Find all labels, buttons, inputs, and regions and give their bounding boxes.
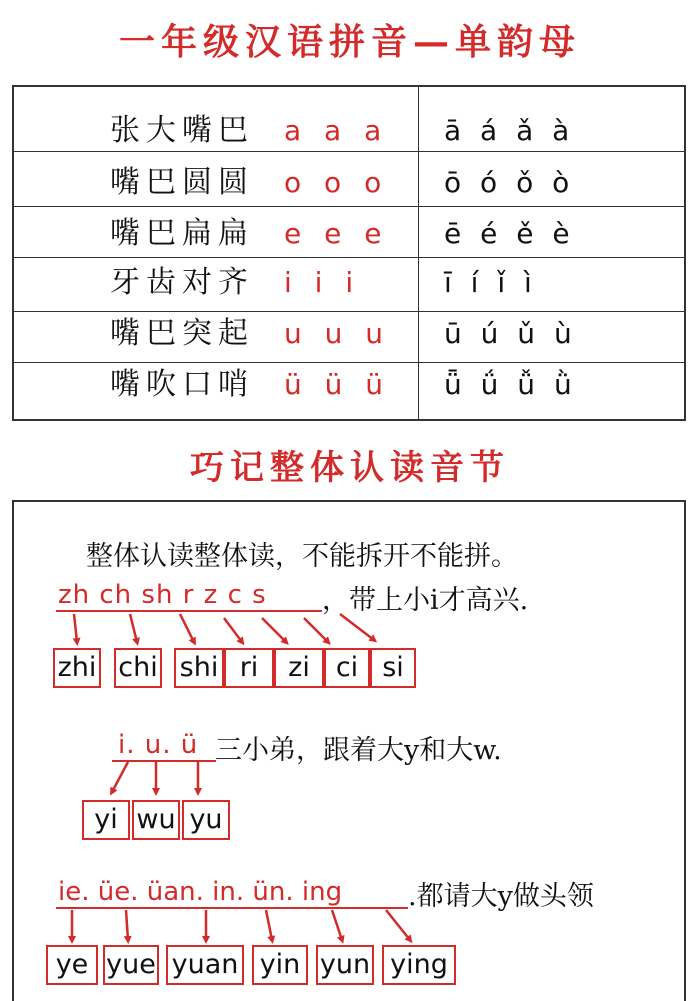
vowel-letters: i i i — [284, 266, 356, 299]
arrow — [266, 910, 272, 940]
syllable-box: yuan — [166, 945, 244, 985]
syllable-box: ying — [382, 945, 456, 985]
arrow — [224, 618, 242, 642]
rhyme-line: ，带上小i才高兴. — [322, 585, 529, 616]
rhyme-line: .都请大y做头领 — [408, 881, 594, 912]
vowel-letters: ü ü ü — [284, 368, 386, 401]
mouth-shape-phrase: 嘴巴扁扁 — [110, 216, 254, 251]
syllable-box: zi — [274, 648, 324, 688]
arrow — [180, 614, 194, 642]
mouth-shape-phrase: 嘴巴圆圆 — [110, 165, 254, 200]
vowel-tones: ū ú ǔ ù — [444, 317, 572, 350]
vowel-tones: ō ó ǒ ò — [444, 166, 570, 199]
syllable-box: shi — [174, 648, 224, 688]
vowel-tones: ē é ě è — [444, 217, 570, 250]
arrow — [262, 618, 286, 642]
syllable-box: yin — [252, 945, 308, 985]
vowel-letters: o o o — [284, 166, 384, 199]
syllable-box: yun — [316, 945, 374, 985]
syllable-box: ci — [324, 648, 370, 688]
vowel-tones: ǖ ǘ ǚ ǜ — [444, 368, 572, 401]
finals-list: ie. üe. üan. in. ün. ing — [58, 877, 343, 907]
vowels-list: i. u. ü — [118, 730, 199, 760]
syllable-box: si — [370, 648, 416, 688]
mouth-shape-phrase: 牙齿对齐 — [110, 265, 254, 300]
syllable-box: chi — [114, 648, 162, 688]
arrow — [112, 762, 128, 792]
syllable-box: yi — [82, 800, 130, 840]
page-title: 一年级汉语拼音—单韵母 — [118, 21, 581, 63]
syllable-box: yu — [182, 800, 230, 840]
arrow — [304, 618, 328, 642]
syllable-box: ye — [46, 945, 98, 985]
vowel-letters: e e e — [284, 217, 384, 250]
arrow — [386, 910, 410, 940]
vowel-letters: a a a — [284, 114, 384, 147]
mouth-shape-phrase: 张大嘴巴 — [110, 113, 254, 148]
syllable-box: yue — [103, 945, 159, 985]
syllable-box: wu — [132, 800, 180, 840]
mouth-shape-phrase: 嘴巴突起 — [110, 316, 254, 351]
section-title: 巧记整体认读音节 — [190, 448, 510, 488]
arrow — [332, 910, 342, 940]
arrow — [74, 614, 77, 642]
syllable-box: ri — [224, 648, 274, 688]
rhyme-line: 三小弟，跟着大y和大w. — [215, 735, 502, 766]
mouth-shape-phrase: 嘴吹口哨 — [110, 367, 254, 402]
vowel-letters: u u u — [284, 317, 386, 350]
arrow — [340, 614, 374, 640]
vowel-tones: ī í ǐ ì — [444, 266, 532, 299]
initials-list: zh ch sh r z c s — [58, 580, 267, 610]
syllable-box: zhi — [53, 648, 101, 688]
arrow — [126, 910, 128, 940]
vowel-tones: ā á ǎ à — [444, 114, 570, 147]
rhyme-verse: 整体认读整体读，不能拆开不能拼。 — [86, 541, 518, 572]
arrow — [130, 614, 137, 642]
